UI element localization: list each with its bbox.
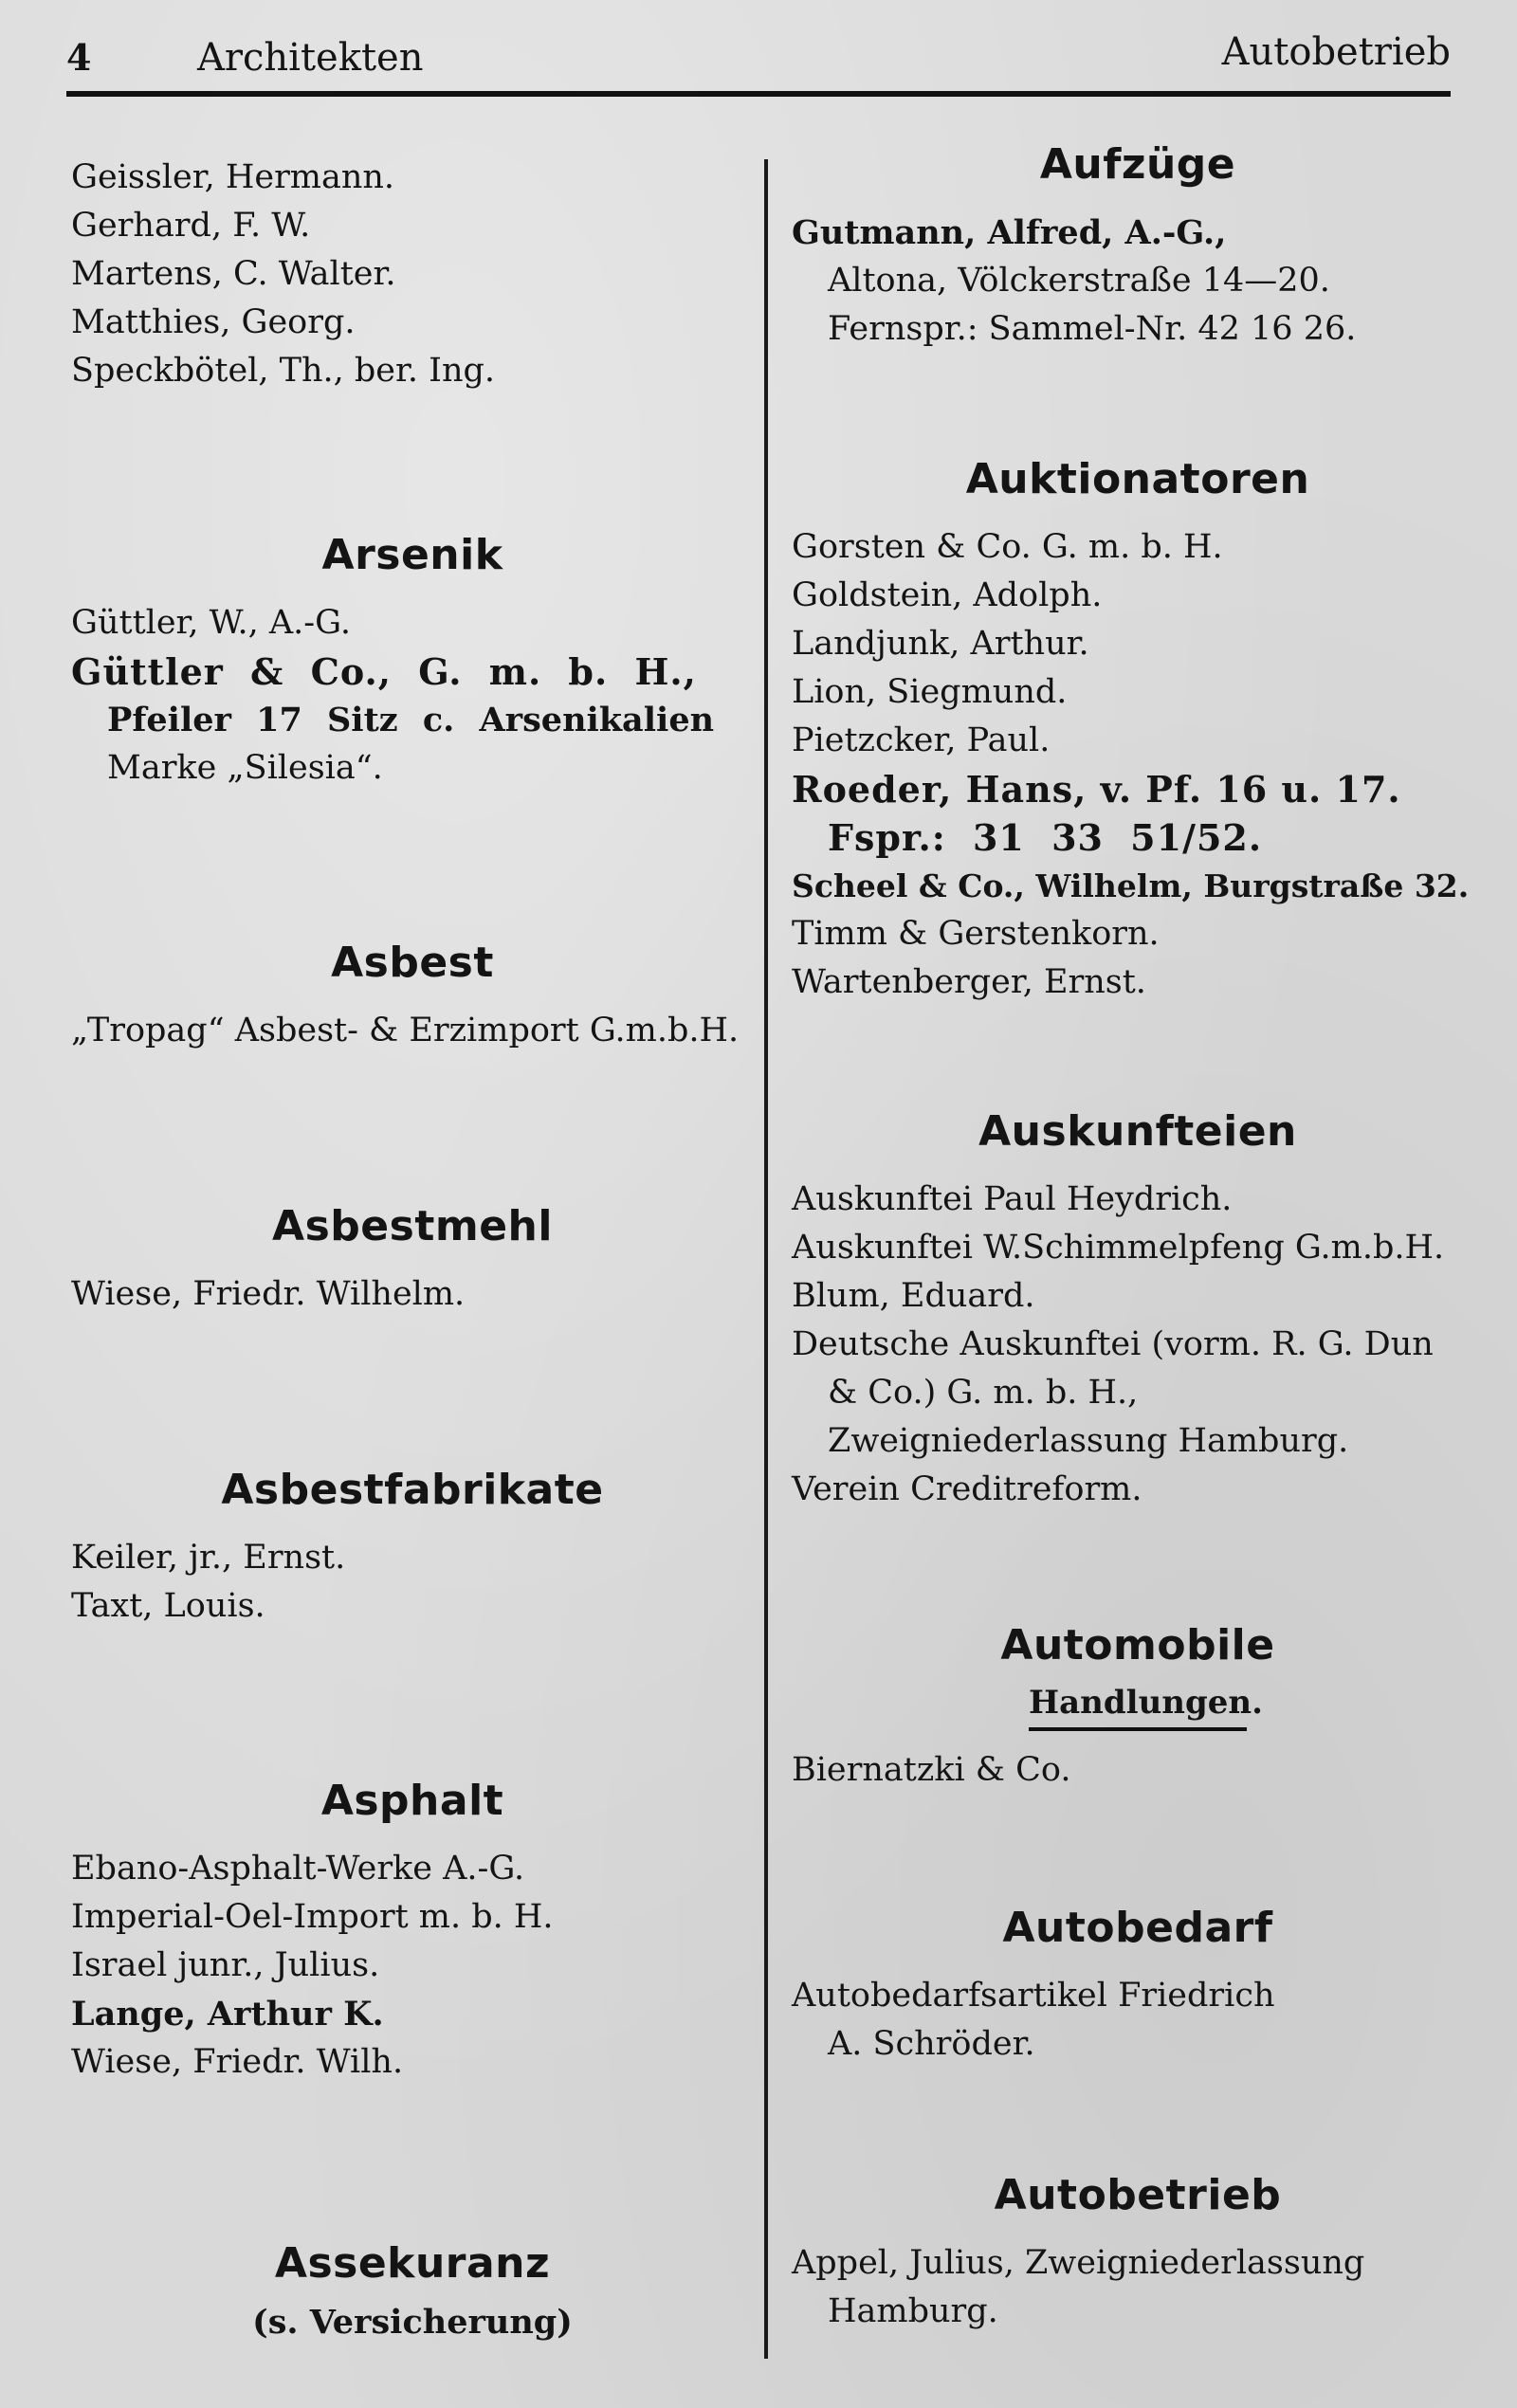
list-item: Güttler & Co., G. m. b. H., (71, 650, 697, 693)
list-item: Fspr.: 31 33 51/52. (828, 816, 1263, 859)
list-item: Ebano-Asphalt-Werke A.-G. (71, 1850, 525, 1888)
list-item: Güttler, W., A.-G. (71, 604, 351, 642)
right-running-head: Autobetrieb (1221, 30, 1451, 74)
section-title: Asbestfabrikate (221, 1466, 604, 1514)
section-automobile (792, 1619, 1484, 1795)
section-title: Auktionatoren (965, 455, 1310, 503)
list-item: Deutsche Auskunftei (vorm. R. G. Dun (792, 1325, 1434, 1363)
list-item: Goldstein, Adolph. (792, 576, 1103, 614)
list-item: Timm & Gerstenkorn. (792, 915, 1160, 953)
list-item: Biernatzki & Co. (792, 1751, 1071, 1789)
list-item: Appel, Julius, Zweigniederlassung (792, 2244, 1365, 2282)
section-title: Auskunfteien (978, 1107, 1297, 1156)
list-item: Geissler, Hermann. (71, 158, 395, 196)
section-title: Autobetrieb (994, 2171, 1282, 2219)
list-item: Fernspr.: Sammel-Nr. 42 16 26. (828, 310, 1357, 348)
list-item: Verein Creditreform. (792, 1470, 1142, 1508)
list-item: Taxt, Louis. (71, 1587, 265, 1625)
list-item: Auskunftei W.Schimmelpfeng G.m.b.H. (792, 1229, 1445, 1267)
section-aufzuege (792, 138, 1484, 354)
list-item: Keiler, jr., Ernst. (71, 1539, 346, 1577)
section-arsenik (71, 529, 754, 793)
list-item: Gorsten & Co. G. m. b. H. (792, 528, 1223, 566)
list-item: Landjunk, Arthur. (792, 625, 1089, 663)
list-item: Roeder, Hans, v. Pf. 16 u. 17. (792, 768, 1401, 811)
section-autobedarf (792, 1902, 1484, 2069)
list-item: Lion, Siegmund. (792, 673, 1068, 711)
section-auskunfteien (792, 1105, 1484, 1514)
list-item: Martens, C. Walter. (71, 255, 396, 293)
section-subtitle: Handlungen. (1029, 1684, 1247, 1731)
list-item: Hamburg. (828, 2292, 998, 2330)
list-item: Gerhard, F. W. (71, 207, 311, 245)
header-rule (66, 91, 1451, 97)
list-item: Marke „Silesia“. (107, 749, 383, 787)
list-item: & Co.) G. m. b. H., (828, 1374, 1139, 1412)
left-running-head: Architekten (197, 36, 424, 80)
list-item: Wiese, Friedr. Wilh. (71, 2043, 404, 2081)
cross-reference: (s. Versicherung) (252, 2303, 573, 2342)
list-item: Blum, Eduard. (792, 1277, 1035, 1315)
page-number: 4 (66, 36, 92, 79)
section-title: Automobile (1000, 1621, 1275, 1669)
section-title: Arsenik (321, 531, 503, 579)
list-item: Wartenberger, Ernst. (792, 963, 1146, 1001)
section-asbestmehl (71, 1200, 754, 1319)
section-title: Autobedarf (1002, 1904, 1273, 1952)
list-item: Pfeiler 17 Sitz c. Arsenikalien (107, 701, 715, 739)
list-item: A. Schröder. (828, 2025, 1035, 2063)
list-item: Pietzcker, Paul. (792, 721, 1051, 759)
section-title: Asphalt (320, 1777, 504, 1825)
list-item: Scheel & Co., Wilhelm, Burgstraße 32. (792, 867, 1470, 904)
column-divider (764, 159, 768, 2359)
list-item: Gutmann, Alfred, A.-G., (792, 213, 1227, 252)
page-header (66, 27, 1451, 93)
list-item: Wiese, Friedr. Wilhelm. (71, 1275, 466, 1313)
list-item: Autobedarfsartikel Friedrich (792, 1977, 1275, 2015)
list-item: Lange, Arthur K. (71, 1995, 384, 2034)
list-item: Israel junr., Julius. (71, 1946, 380, 1984)
list-item: Altona, Völckerstraße 14—20. (828, 262, 1330, 300)
list-item: Auskunftei Paul Heydrich. (792, 1180, 1233, 1218)
list-item: Speckbötel, Th., ber. Ing. (71, 352, 496, 390)
list-item: Imperial-Oel-Import m. b. H. (71, 1898, 554, 1936)
list-item: Zweigniederlassung Hamburg. (828, 1422, 1349, 1460)
section-assekuranz (71, 2237, 754, 2346)
section-title: Aufzüge (1039, 140, 1236, 189)
section-architekten-continued (71, 154, 754, 395)
section-asbest (71, 937, 754, 1055)
list-item: Matthies, Georg. (71, 303, 356, 341)
section-title: Asbestmehl (272, 1202, 553, 1250)
section-autobetrieb (792, 2169, 1484, 2336)
list-item: „Tropag“ Asbest- & Erzimport G.m.b.H. (71, 1012, 740, 1049)
section-asphalt (71, 1775, 754, 2087)
section-asbestfabrikate (71, 1464, 754, 1631)
section-title: Asbest (331, 939, 494, 987)
section-auktionatoren (792, 453, 1484, 1007)
section-title: Assekuranz (274, 2239, 551, 2288)
